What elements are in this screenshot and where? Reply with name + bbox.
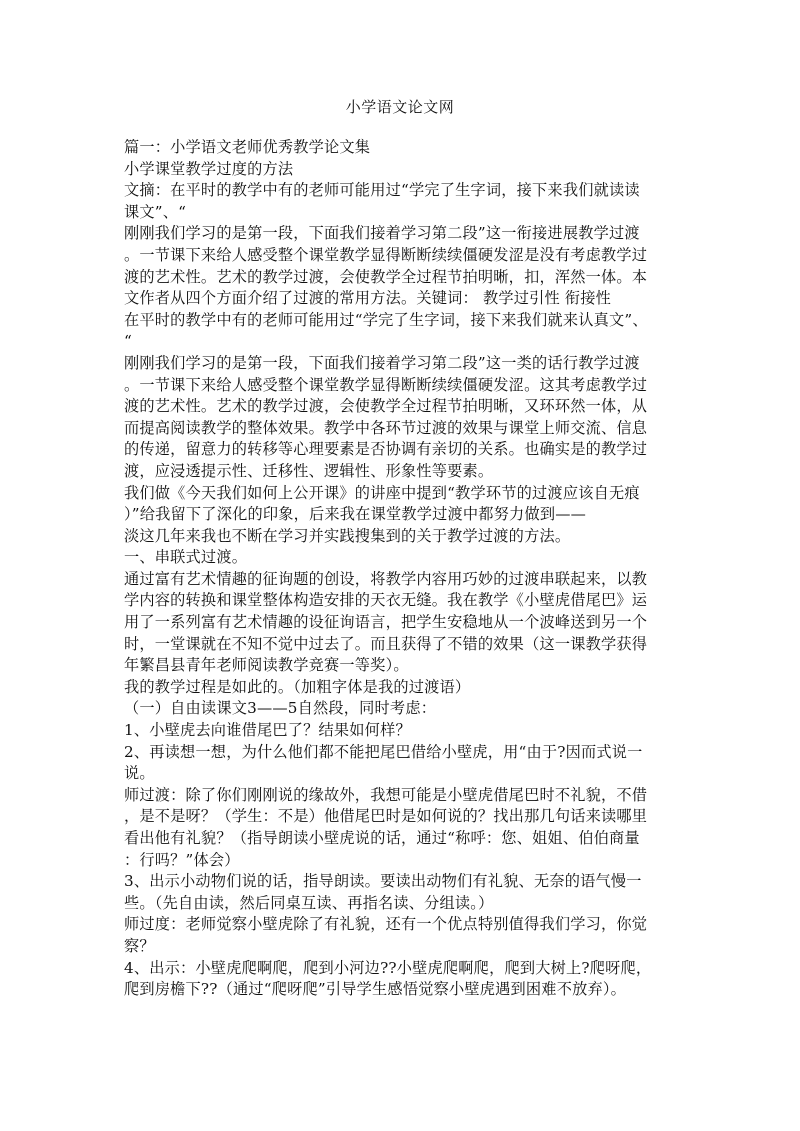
- text-line: 年繁昌县青年老师阅读教学竞赛一等奖）。: [124, 656, 409, 675]
- text-line: 师过度：老师觉察小壁虎除了有礼貌，还有一个优点特别值得我们学习，你觉: [124, 915, 648, 934]
- text-line: 文作者从四个方面介绍了过渡的常用方法。关键词： 教学过引性 衔接性: [124, 289, 612, 308]
- text-line: 渡，应浸透提示性、迁移性、逻辑性、形象性等要素。: [124, 461, 494, 480]
- text-line: ，是不是呀？（学生：不是）他借尾巴时是如何说的？找出那几句话来读哪里: [124, 807, 648, 826]
- text-line: 些。（先自由读，然后同桌互读、再指名读、分组读。）: [124, 893, 494, 912]
- text-line: 而提高阅读教学的整体效果。教学中各环节过渡的效果与课堂上师交流、信息: [124, 418, 648, 437]
- text-line: 说。: [124, 764, 155, 783]
- text-line: ）”给我留下了深化的印象，后来我在课堂教学过渡中都努力做到——: [124, 505, 586, 524]
- text-line: 小学课堂教学过度的方法: [124, 159, 294, 178]
- text-line: （一）自由读课文3——5自然段，同时考虑：: [124, 699, 437, 718]
- text-line: 师过渡：除了你们刚刚说的缘故外，我想可能是小壁虎借尾巴时不礼貌，不借: [124, 785, 648, 804]
- text-line: 淡这几年来我也不断在学习并实践搜集到的关于教学过渡的方法。: [124, 526, 571, 545]
- text-line: 我的教学过程是如此的。（加粗字体是我的过渡语）: [124, 677, 471, 696]
- text-line: 用了一系列富有艺术情趣的设征询语言，把学生安稳地从一个波峰送到另一个: [124, 613, 648, 632]
- text-line: 我们做《今天我们如何上公开课》的讲座中提到“教学环节的过渡应该自无痕: [124, 483, 640, 502]
- text-line: 。一节课下来给人感受整个课堂教学显得断断续续僵硬发涩是没有考虑教学过: [124, 245, 648, 264]
- document-title: 小学语文论文网: [345, 98, 455, 116]
- text-line: 在平时的教学中有的老师可能用过“学完了生字词，接下来我们就来认真文”、: [124, 310, 648, 329]
- text-line: 渡的艺术性。艺术的教学过渡，会使教学全过程节拍明晰，扣，浑然一体。本: [124, 267, 648, 286]
- text-line: 时，一堂课就在不知不觉中过去了。而且获得了不错的效果（这一课教学获得: [124, 634, 648, 653]
- section-heading: 一、串联式过渡。: [124, 548, 248, 567]
- text-line: 刚刚我们学习的是第一段，下面我们接着学习第二段”这一衔接进展教学过渡: [124, 224, 640, 243]
- text-line: 渡的艺术性。艺术的教学过渡，会使教学全过程节拍明晰，又环环然一体，从: [124, 397, 648, 416]
- text-line: 爬到房檐下??（通过“爬呀爬”引导学生感悟觉察小壁虎遇到困难不放弃）。: [124, 980, 627, 999]
- text-line: “: [124, 332, 132, 351]
- text-line: 学内容的转换和课堂整体构造安排的天衣无缝。我在教学《小壁虎借尾巴》运: [124, 591, 648, 610]
- text-line: 课文”、“: [124, 202, 187, 221]
- text-line: ：行吗？”体会）: [124, 850, 240, 869]
- list-item: 4、出示：小壁虎爬啊爬，爬到小河边??小壁虎爬啊爬，爬到大树上?爬呀爬，: [124, 958, 652, 977]
- text-line: 刚刚我们学习的是第一段，下面我们接着学习第二段”这一类的话行教学过渡: [124, 353, 640, 372]
- text-line: 察？: [124, 936, 155, 955]
- text-line: 看出他有礼貌？（指导朗读小壁虎说的话，通过“称呼：您、姐姐、伯伯商量: [124, 829, 640, 847]
- document-body: [124, 137, 684, 1001]
- text-line: 篇一：小学语文老师优秀教学论文集: [124, 138, 371, 156]
- text-line: 。一节课下来给人感受整个课堂教学显得断断续续僵硬发涩。这其考虑教学过: [124, 375, 648, 394]
- list-item: 1、小壁虎去向谁借尾巴了？结果如何样？: [124, 721, 411, 740]
- text-line: 的传递，留意力的转移等心理要素是否协调有亲切的关系。也确实是的教学过: [124, 440, 648, 459]
- list-item: 3、出示小动物们说的话，指导朗读。要读出动物们有礼貌、无奈的语气慢一: [124, 872, 642, 891]
- list-item: 2、再读想一想，为什么他们都不能把尾巴借给小壁虎，用“由于?因而式说一: [124, 742, 643, 761]
- text-line: 文摘：在平时的教学中有的老师可能用过“学完了生字词，接下来我们就读读: [124, 181, 640, 200]
- text-line: 通过富有艺术情趣的征询题的创设，将教学内容用巧妙的过渡串联起来，以教: [124, 569, 648, 588]
